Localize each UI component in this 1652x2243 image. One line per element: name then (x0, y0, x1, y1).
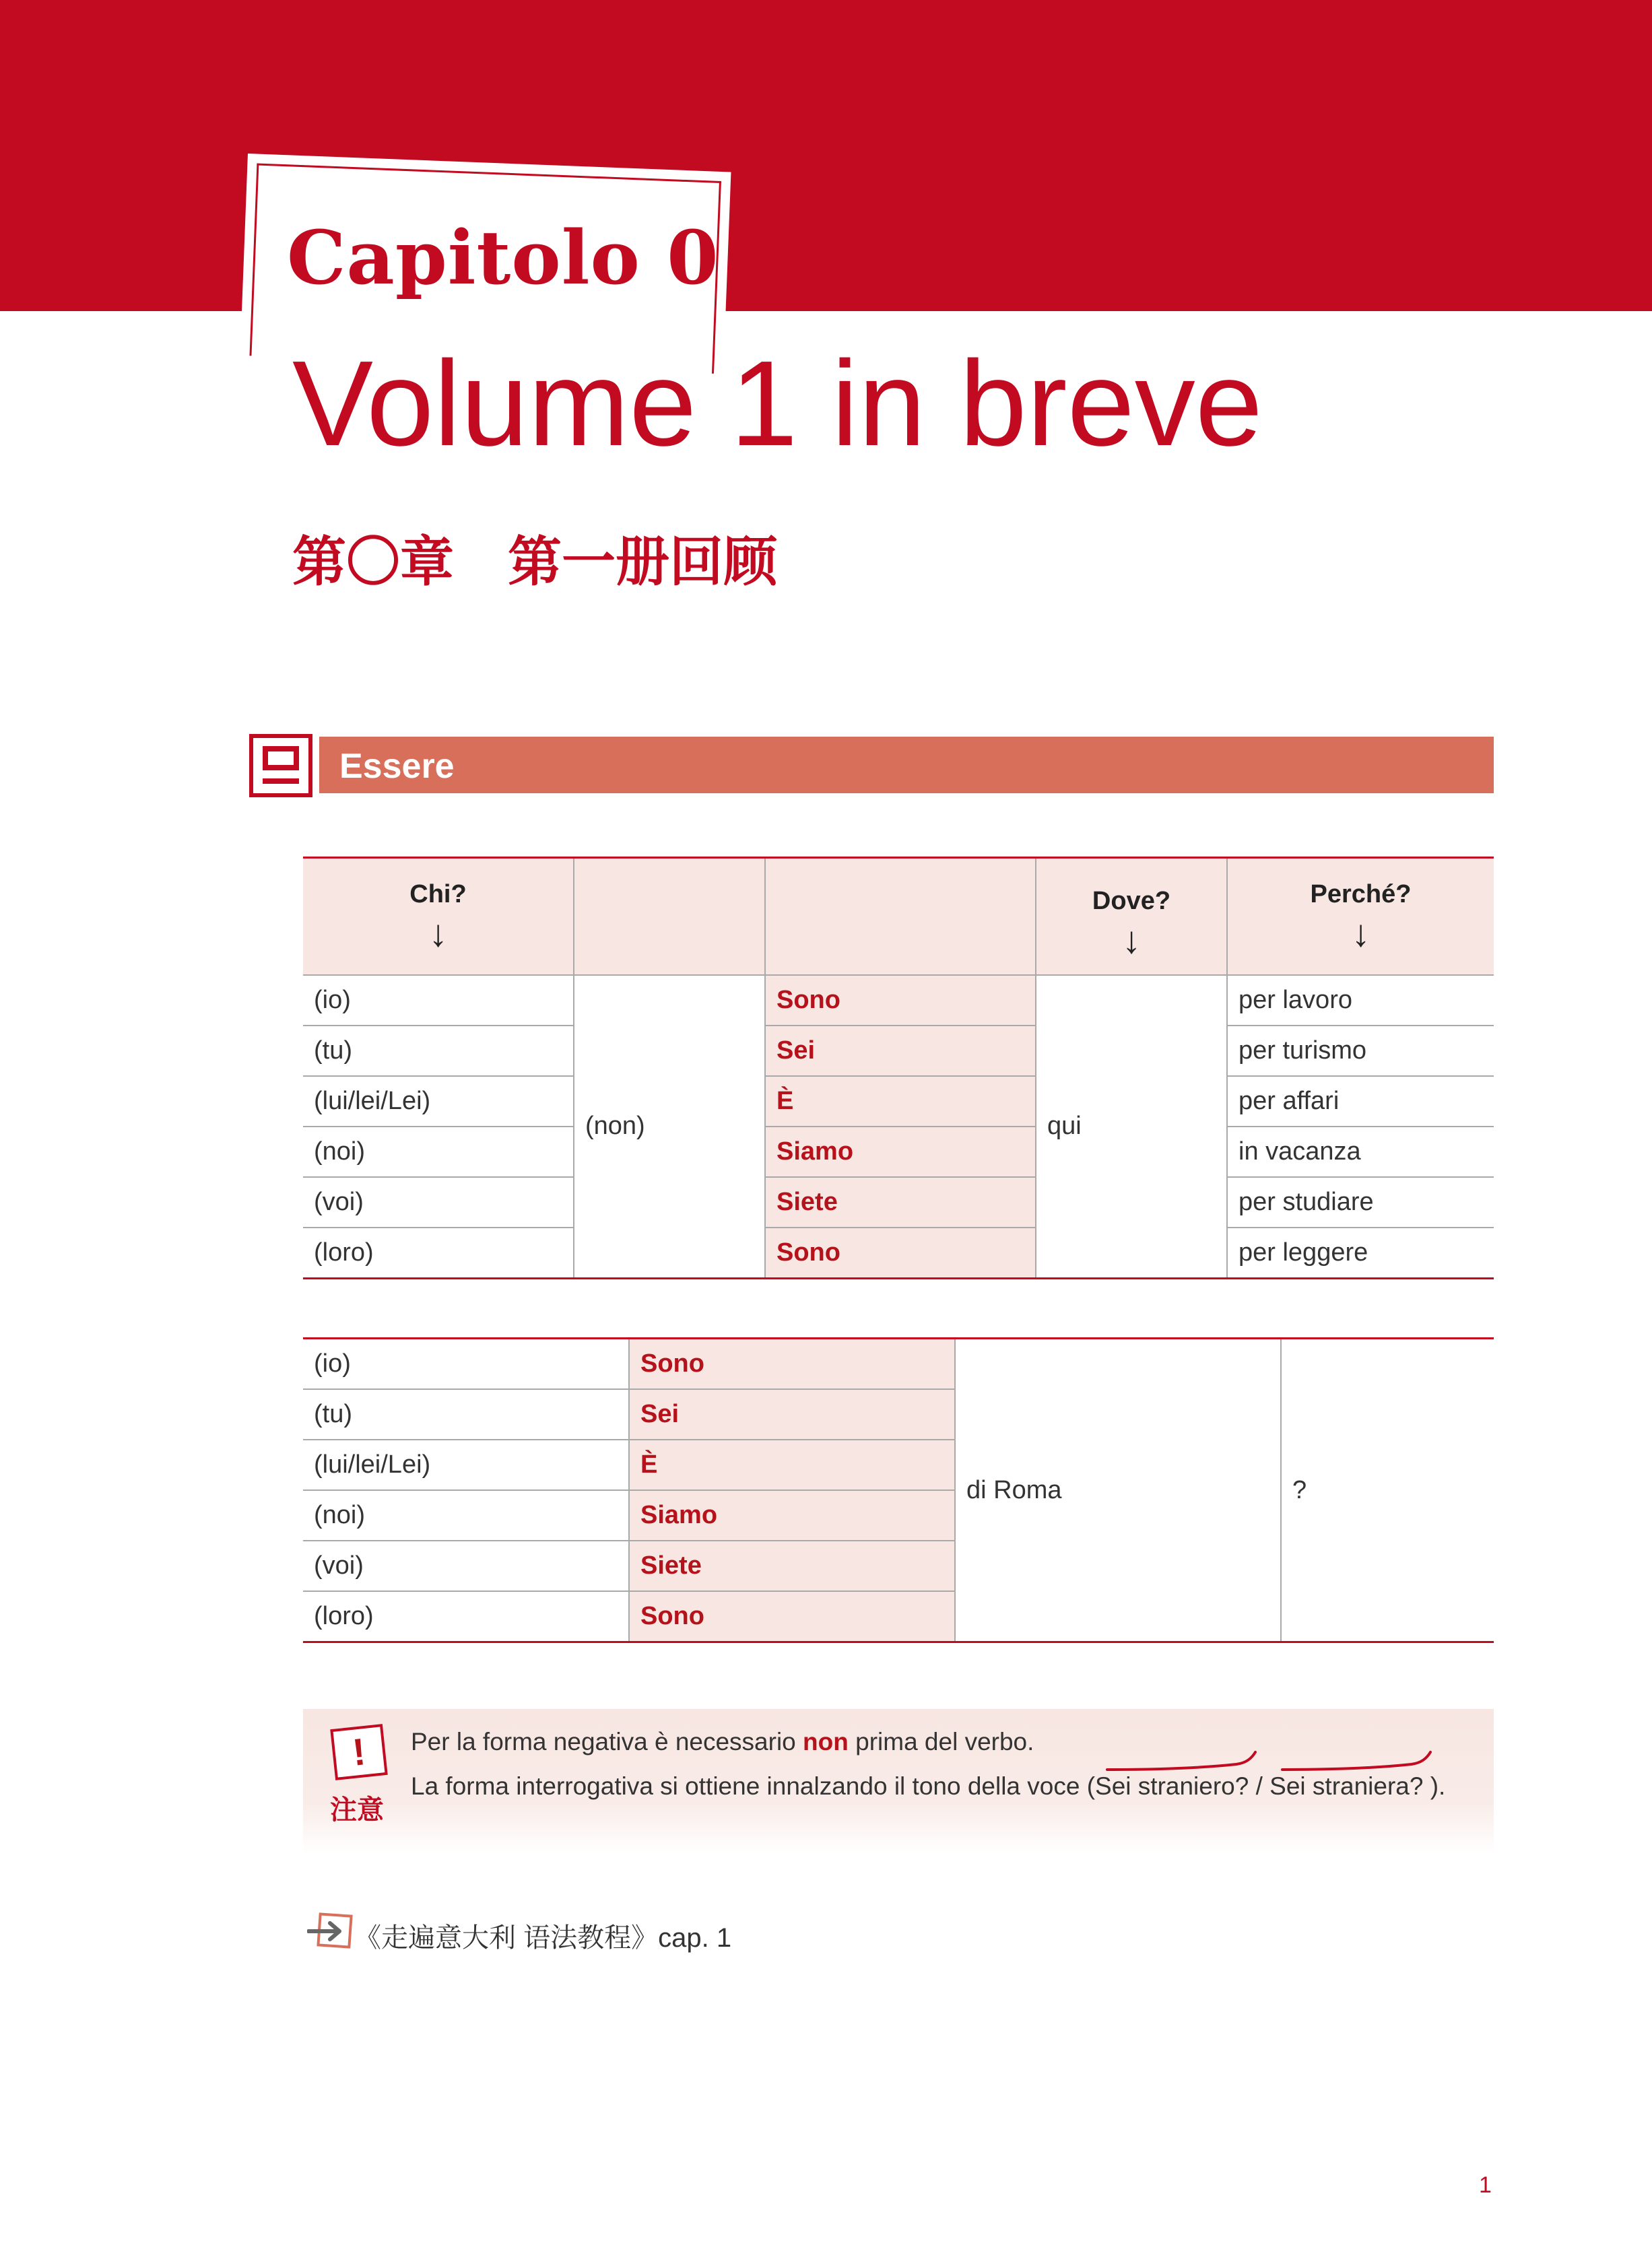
verb-cell: Sei (765, 1026, 1036, 1076)
pronoun-cell: (io) (303, 975, 574, 1026)
verb-cell: Sono (629, 1339, 955, 1390)
pronoun-cell: (noi) (303, 1490, 629, 1541)
pronoun-cell: (lui/lei/Lei) (303, 1076, 574, 1127)
arrow-down-icon: ↓ (428, 912, 448, 955)
reason-cell: per studiare (1227, 1177, 1494, 1228)
pronoun-cell: (voi) (303, 1177, 574, 1228)
verb-cell: Siete (629, 1541, 955, 1591)
pronoun-cell: (io) (303, 1339, 629, 1390)
pronoun-cell: (lui/lei/Lei) (303, 1440, 629, 1490)
header-perche: Perché? ↓ (1227, 858, 1494, 975)
book-arrow-icon (307, 1912, 354, 1950)
verb-cell: Sono (765, 1228, 1036, 1279)
verb-cell: È (629, 1440, 955, 1490)
pronoun-cell: (tu) (303, 1389, 629, 1440)
header-dove: Dove? ↓ (1036, 858, 1227, 975)
essere-origin-table (303, 1337, 1494, 1643)
pronoun-cell: (loro) (303, 1591, 629, 1642)
header-chi: Chi? ↓ (303, 858, 574, 975)
reason-cell: per lavoro (1227, 975, 1494, 1026)
header-empty-1 (574, 858, 765, 975)
arrow-down-icon: ↓ (1122, 918, 1141, 962)
note-label: 注意 (330, 1795, 384, 1825)
chinese-chapter-name: 第一册回顾 (508, 531, 777, 593)
chinese-chapter-number: 第〇章 (292, 531, 454, 593)
verb-cell: Siamo (765, 1127, 1036, 1177)
verb-cell: Sei (629, 1389, 955, 1440)
note-keyword: non (803, 1728, 849, 1755)
pronoun-cell: (tu) (303, 1026, 574, 1076)
chapter-label: Capitolo 0 (287, 214, 719, 301)
grammar-tag-icon (249, 734, 312, 797)
verb-cell: Siamo (629, 1490, 955, 1541)
verb-cell: Sono (765, 975, 1036, 1026)
intonation-mark (1104, 1749, 1259, 1776)
intonation-mark (1280, 1749, 1434, 1776)
section-bar (319, 737, 1494, 793)
chinese-title (292, 518, 777, 596)
reason-cell: per turismo (1227, 1026, 1494, 1076)
page-number: 1 (1479, 2172, 1492, 2198)
header-empty-2 (765, 858, 1036, 975)
grammar-book-reference: 《走遍意大利 语法教程》cap. 1 (354, 1923, 732, 1953)
pronoun-cell: (voi) (303, 1541, 629, 1591)
verb-cell: Siete (765, 1177, 1036, 1228)
place-cell: qui (1036, 975, 1227, 1279)
pronoun-cell: (loro) (303, 1228, 574, 1279)
verb-cell: È (765, 1076, 1036, 1127)
origin-cell: di Roma (955, 1339, 1281, 1642)
verb-cell: Sono (629, 1591, 955, 1642)
reason-cell: per affari (1227, 1076, 1494, 1127)
negation-cell: (non) (574, 975, 765, 1279)
pronoun-cell: (noi) (303, 1127, 574, 1177)
essere-reason-table (303, 857, 1494, 1279)
page-title: Volume 1 in breve (292, 336, 1263, 471)
arrow-down-icon: ↓ (1351, 912, 1370, 955)
question-mark-cell: ? (1281, 1339, 1494, 1642)
note-line-negative: Per la forma negativa è necessario non prima del verbo. (411, 1728, 1034, 1755)
reason-cell: per leggere (1227, 1228, 1494, 1279)
note-line-interrogative: La forma interrogativa si ottiene innalzando il tono della voce (Sei straniero? / Sei straniera? ). (411, 1772, 1446, 1800)
exclamation-icon: ! (330, 1724, 388, 1780)
reason-cell: in vacanza (1227, 1127, 1494, 1177)
section-title: Essere (339, 747, 455, 786)
